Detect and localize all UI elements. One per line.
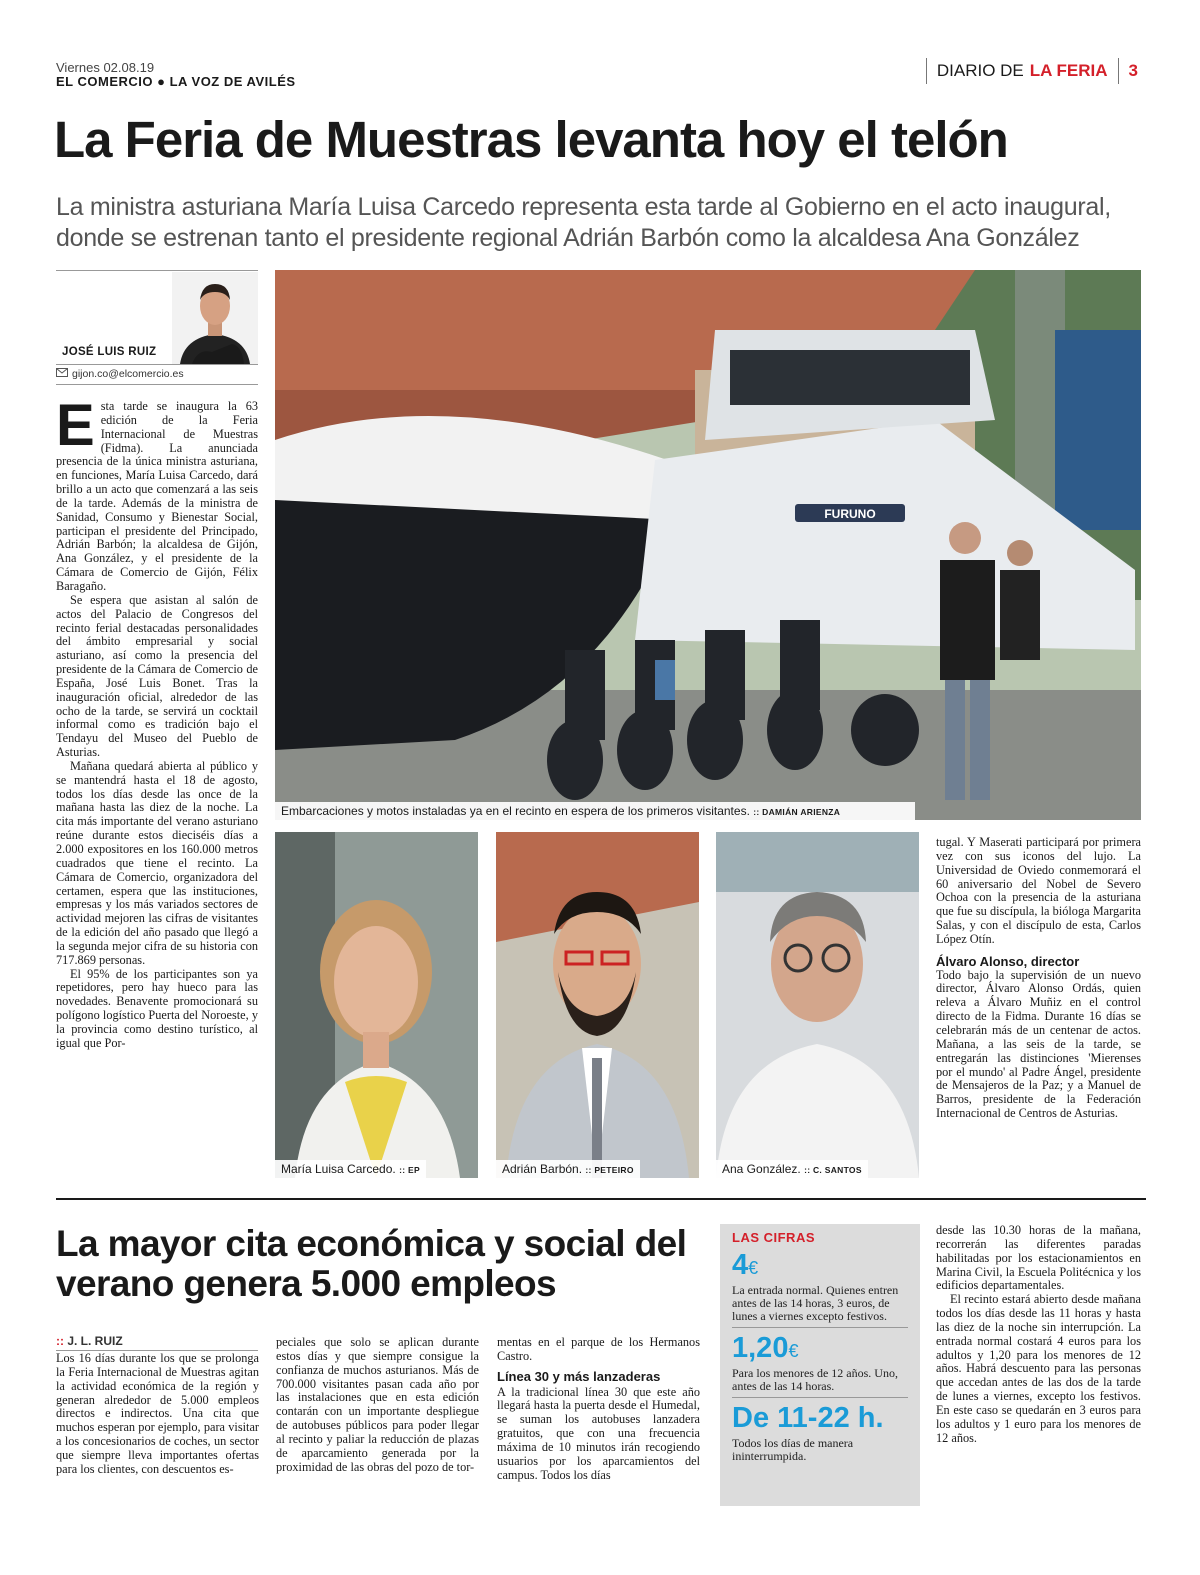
- divider: [926, 58, 927, 84]
- main-photo-caption: Embarcaciones y motos instaladas ya en el recinto en espera de los primeros visitantes. :: DAMIÁN ARIENZA: [275, 802, 915, 820]
- article2-column-4: [936, 1224, 1141, 1446]
- byline-mark: ::: [56, 1334, 64, 1348]
- section-prefix: DIARIO DE: [936, 61, 1024, 80]
- photo-credit: :: C. SANTOS: [804, 1165, 862, 1175]
- secondary-headline: La mayor cita económica y social del verano genera 5.000 empleos: [56, 1223, 687, 1304]
- author-name: JOSÉ LUIS RUIZ: [62, 346, 157, 358]
- author-email[interactable]: [56, 368, 184, 380]
- section-separator: [56, 1198, 1146, 1200]
- secondary-author: J. L. RUIZ: [67, 1334, 123, 1348]
- paragraph: tugal. Y Maserati participará por primera vez con sus iconos del lujo. La Universidad de Oviedo conmemorará el 60 aniversario del Nobel de Severo Ochoa con la presencia de la asturiana que fue su discípula, la bióloga Margarita Salas, y con el discípulo de esta, Carlos López Otín.: [936, 835, 1141, 946]
- figure-description: La entrada normal. Quienes entren antes de las 14 horas, 3 euros, de lunes a viernes excepto festivos.: [732, 1283, 899, 1323]
- article-subtitle: Álvaro Alonso, director: [936, 953, 1080, 969]
- edition-date: Viernes 02.08.19: [56, 60, 155, 75]
- figures-box: [720, 1224, 920, 1506]
- paragraph: peciales que solo se aplican durante estos días y que siempre consigue la confianza de muchos asturianos. Más de 700.000 visitantes pasan cada año por las instalaciones que en esta edición contarán con un importante despliegue de autobuses públicos para poder llegar al recinto y paliar la reducción de plazas de aparcamiento generada por la proximidad de las obras del pozo de tor-: [276, 1335, 479, 1474]
- figure-value: 1,20€: [732, 1332, 799, 1364]
- photo-credit: :: EP: [399, 1165, 420, 1175]
- portrait-caption: Adrián Barbón. :: PETEIRO: [496, 1160, 640, 1178]
- section-name: LA FERIA: [1029, 61, 1108, 80]
- paragraph: El 95% de los participantes son ya repetidores, pero hay hueco para las novedades. Benavente promocionará su polígono logístico Puerta del Noroeste, y la provincia como destino turístico, al igual que Por-: [56, 966, 258, 1050]
- email-text: gijon.co@elcomercio.es: [72, 368, 184, 380]
- figure-value: 4€: [732, 1249, 759, 1281]
- portrait-caption: María Luisa Carcedo. :: EP: [275, 1160, 426, 1178]
- article2-column-2: [276, 1336, 479, 1474]
- secondary-byline: [56, 1334, 258, 1351]
- figures-title: LAS CIFRAS: [732, 1230, 815, 1245]
- photo-credit: :: PETEIRO: [585, 1165, 634, 1175]
- portrait-photo-gonzalez: [716, 832, 919, 1178]
- main-photo: [275, 270, 1141, 820]
- section-header: [916, 58, 1138, 84]
- figure-description: Para los menores de 12 años. Uno, antes de las 14 horas.: [732, 1366, 898, 1393]
- divider: [56, 270, 258, 271]
- figure-value: De 11-22 h.: [732, 1402, 884, 1434]
- main-subheadline: La ministra asturiana María Luisa Carcedo representa esta tarde al Gobierno en el acto inaugural, donde se estrenan tanto el presidente regional Adrián Barbón como la alcaldesa Ana González: [56, 193, 1111, 252]
- main-headline: La Feria de Muestras levanta hoy el telón: [54, 111, 1008, 168]
- article2-column-1: [56, 1352, 259, 1477]
- figure-description: Todos los días de manera ininterrumpida.: [732, 1436, 854, 1463]
- boat-brand-text: FURUNO: [824, 507, 876, 521]
- page-number: 3: [1128, 61, 1138, 80]
- paragraph: Mañana quedará abierta al público y se mantendrá hasta el 18 de agosto, todos los días desde las once de la mañana hasta las diez de la noche. La cita más importante del verano asturiano reúne durante estos dieciséis días a 2.000 expositores en los 160.000 metros cuadrados que tiene el recinto. La Cámara de Comercio, organizadora del certamen, espera que las instituciones, empresas y los más variados sectores de actividad mejoren las cifras de visitantes de la edición del año pasado que llegó a la segunda mejor cifra de su historia con 717.869 personas.: [56, 758, 258, 967]
- paragraph: mentas en el parque de los Hermanos Castro.: [497, 1335, 700, 1363]
- article-body-left: [56, 393, 258, 1051]
- divider: [56, 364, 258, 365]
- portrait-photo-carcedo: [275, 832, 478, 1178]
- author-photo: [172, 272, 258, 364]
- envelope-icon: [56, 368, 68, 380]
- divider: [732, 1327, 908, 1328]
- paragraph: desde las 10.30 horas de la mañana, recorrerán las diferentes paradas habilitadas por los estacionamientos en Marina Civil, la Escuela Politécnica y los edificios departamentales.: [936, 1223, 1141, 1293]
- article2-column-3: [497, 1336, 700, 1482]
- divider: [732, 1397, 908, 1398]
- paragraph: Se espera que asistan al salón de actos del Palacio de Congresos del recinto ferial destacadas personalidades del ámbito empresarial y social asturiano, así como la presencia del presidente de la Cámara de Comercio de España, José Luis Bonet. Tras la inauguración oficial, alrededor de las ocho de la tarde, se servirá un cocktail informal como es tradición bajo el Tendayu del Museo del Pueblo de Asturias.: [56, 592, 258, 760]
- article-subtitle: Línea 30 y más lanzaderas: [497, 1368, 661, 1384]
- divider: [56, 384, 258, 385]
- drop-cap: E: [56, 393, 95, 458]
- paragraph: Esta tarde se inaugura la 63 edición de la Feria Internacional de Muestras (Fidma). La anunciada presencia de la única ministra asturiana, en funciones, María Luisa Carcedo, dará brillo a un acto que comenzará a las seis de la tarde. Además de la ministra de Sanidad, Consumo y Bienestar Social, participan el presidente del Principado, Adrián Barbón; la alcaldesa de Gijón, Ana González, y el presidente de la Cámara de Comercio de Gijón, Félix Baragaño.: [56, 393, 258, 593]
- paragraph: El recinto estará abierto desde mañana todos los días desde las 11 horas y hasta las diez de la noche sin interrupción. La entrada normal costará 4 euros para los adultos y 1,20 para los menores de 12 años. Habrá descuento para las personas que accedan antes de las dos de la tarde de lunes a viernes, excepto los festivos. En este caso se quedarán en 3 euros para los adultos y 1 euro para los menores de 12 años.: [936, 1292, 1141, 1445]
- portrait-photo-barbon: [496, 832, 699, 1178]
- photo-credit: :: DAMIÁN ARIENZA: [753, 807, 841, 817]
- portrait-caption: Ana González. :: C. SANTOS: [716, 1160, 868, 1178]
- paragraph: A la tradicional línea 30 que este año llegará hasta la puerta desde el Humedal, se suman los autobuses lanzadera gratuitos, que con una frecuencia máxima de 10 minutos irán recogiendo usuarios por los aparcamientos del campus. Todos los días: [497, 1384, 700, 1482]
- paragraph: Los 16 días durante los que se prolonga la Feria Internacional de Muestras agitan la actividad económica de la región y generan alrededor de 5.000 empleos directos e indirectos. Una cita que muchos esperan por ejemplo, para visitar a los concesionarios de coches, un sector que siempre lleva importantes ofertas para los clientes, con descuentos es-: [56, 1351, 259, 1476]
- newspaper-name: EL COMERCIO ● LA VOZ DE AVILÉS: [56, 74, 296, 89]
- paragraph: Todo bajo la supervisión de un nuevo director, Álvaro Alonso Ordás, quien releva a Álvaro Muñiz en el control directo de la Fidma. Durante 16 días se celebrarán más de un centenar de actos. Mañana, a las seis de la tarde, se entregarán las distinciones 'Mierenses por el mundo' al Padre Ángel, presidente de Mensajeros de la Paz; y a Manuel de Barros, presidente de la Federación Internacional de Centros de Asturias.: [936, 967, 1141, 1121]
- divider: [1118, 58, 1119, 84]
- article-body-right: [936, 836, 1141, 1121]
